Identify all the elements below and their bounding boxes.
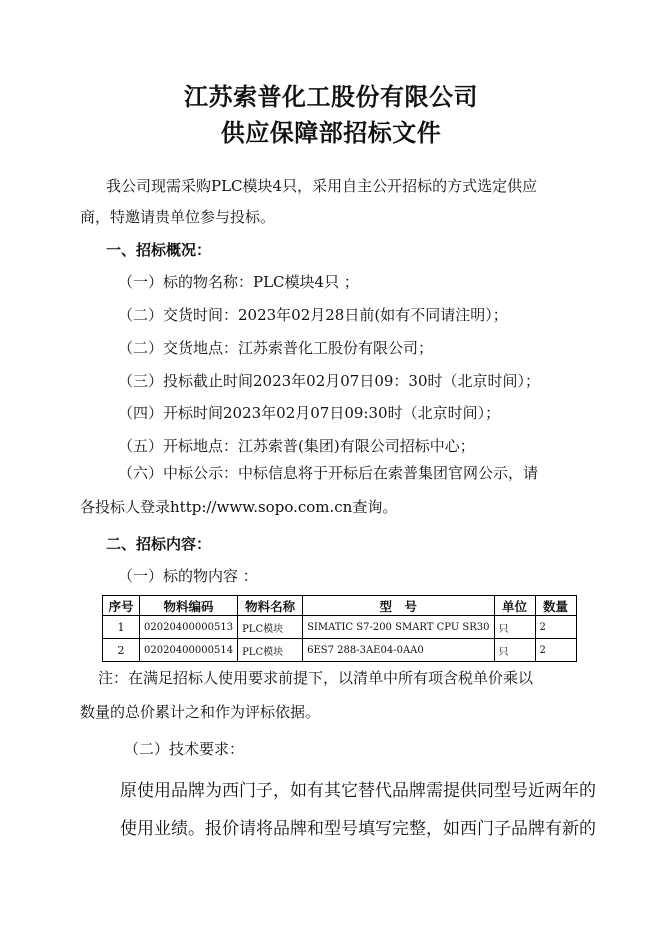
cell-code: 02020400000513 — [140, 616, 238, 639]
col-header-index: 序号 — [103, 596, 140, 616]
cell-name: PLC模块 — [238, 639, 303, 662]
col-header-name: 物料名称 — [238, 596, 303, 616]
cell-model: 6ES7 288-3AE04-0AA0 — [303, 639, 494, 662]
document-title-line1: 江苏索普化工股份有限公司 — [184, 83, 478, 111]
col-header-model: 型 号 — [303, 596, 494, 616]
tech-line1: 原使用品牌为西门子，如有其它替代品牌需提供同型号近两年的 — [120, 781, 596, 801]
section1-item6-line1: （六）中标公示：中标信息将于开标后在索普集团官网公示，请 — [118, 464, 539, 482]
section2-heading: 二、招标内容： — [106, 535, 212, 553]
cell-qty: 2 — [535, 639, 576, 662]
section1-heading: 一、招标概况： — [106, 241, 212, 259]
cell-unit: 只 — [494, 616, 535, 639]
cell-model: SIMATIC S7-200 SMART CPU SR30 — [303, 616, 494, 639]
col-header-unit: 单位 — [494, 596, 535, 616]
section1-item: （五）开标地点：江苏索普(集团)有限公司招标中心； — [118, 437, 475, 455]
cell-index: 1 — [103, 616, 140, 639]
document-title-line2: 供应保障部招标文件 — [220, 119, 442, 147]
table-row — [103, 639, 577, 662]
table-row — [103, 616, 577, 639]
section2-sub1: （一）标的物内容 ： — [118, 567, 258, 585]
section1-item6-line2: 各投标人登录http://www.sopo.com.cn查询。 — [80, 498, 398, 516]
cell-unit: 只 — [494, 639, 535, 662]
table-header-row — [103, 596, 577, 616]
materials-table — [102, 595, 577, 662]
section1-item: （四）开标时间2023年02月07日09:30时（北京时间）； — [118, 404, 501, 422]
tech-line2: 使用业绩。报价请将品牌和型号填写完整，如西门子品牌有新的 — [120, 819, 596, 839]
intro-line1: 我公司现需采购PLC模块4只，采用自主公开招标的方式选定供应 — [106, 177, 538, 195]
intro-line2: 商，特邀请贵单位参与投标。 — [80, 208, 276, 226]
note-line1: 注：在满足招标人使用要求前提下，以清单中所有项含税单价乘以 — [98, 669, 534, 687]
section1-item: （二）交货地点：江苏索普化工股份有限公司； — [118, 339, 434, 357]
col-header-code: 物料编码 — [140, 596, 238, 616]
cell-name: PLC模块 — [238, 616, 303, 639]
col-header-qty: 数量 — [535, 596, 576, 616]
section2-sub2: （二）技术要求： — [124, 740, 245, 758]
cell-qty: 2 — [535, 616, 576, 639]
note-line2: 数量的总价累计之和作为评标依据。 — [80, 703, 321, 721]
section1-item: （一）标的物名称：PLC模块4只 ； — [118, 273, 359, 291]
cell-index: 2 — [103, 639, 140, 662]
section1-item: （三）投标截止时间2023年02月07日09：30时（北京时间）； — [118, 372, 541, 390]
cell-code: 02020400000514 — [140, 639, 238, 662]
section1-item: （二）交货时间：2023年02月28日前(如有不同请注明）； — [118, 306, 508, 324]
